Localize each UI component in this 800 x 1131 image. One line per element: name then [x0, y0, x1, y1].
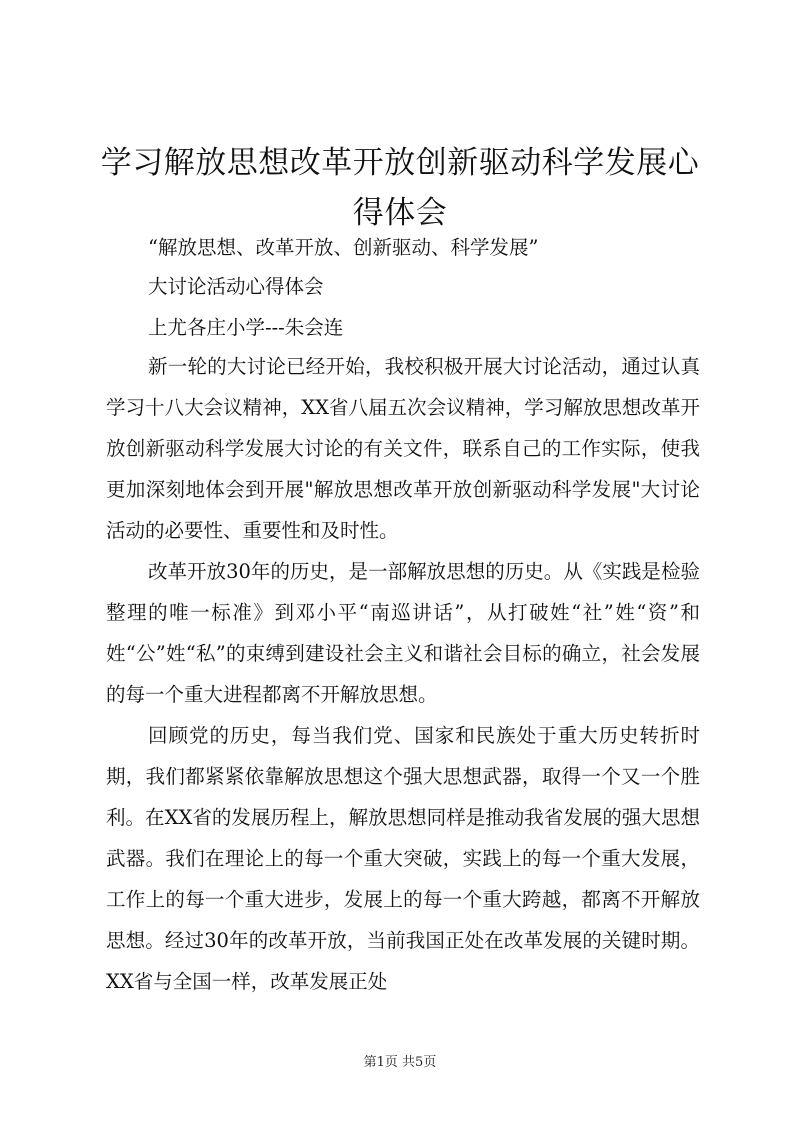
document-body	[106, 346, 700, 1002]
document-title: 学习解放思想改革开放创新驱动科学发展心得体会	[100, 145, 700, 231]
author-line: 上尤各庄小学---朱会连	[148, 316, 344, 339]
paragraph-1: 新一轮的大讨论已经开始，我校积极开展大讨论活动，通过认真学习十八大会议精神，XX省八届五次会议精神，学习解放思想改革开放创新驱动科学发展大讨论的有关文件，联系自己的工作实际，使我更加深刻地体会到开展"解放思想改革开放创新驱动科学发展"大讨论活动的必要性、重要性和及时性。	[106, 355, 700, 542]
subtitle-line-1: “解放思想、改革开放、创新驱动、科学发展”	[148, 236, 539, 259]
page-footer: 第1页 共5页	[363, 1055, 437, 1070]
subtitle-line-2: 大讨论活动心得体会	[148, 275, 324, 298]
paragraph-3: 回顾党的历史，每当我们党、国家和民族处于重大历史转折时期，我们都紧紧依靠解放思想这个强大思想武器，取得一个又一个胜利。在XX省的发展历程上，解放思想同样是推动我省发展的强大思想武器。我们在理论上的每一个重大突破，实践上的每一个重大发展，工作上的每一个重大进步，发展上的每一个重大跨越，都离不开解放思想。经过30年的改革开放，当前我国正处在改革发展的关键时期。XX省与全国一样，改革发展正处	[106, 724, 700, 993]
paragraph-2: 改革开放30年的历史，是一部解放思想的历史。从《实践是检验整理的唯一标准》到邓小平“南巡讲话”，从打破姓“社”姓“资”和姓“公”姓“私”的束缚到建设社会主义和谐社会目标的确立，社会发展的每一个重大进程都离不开解放思想。	[106, 560, 700, 706]
